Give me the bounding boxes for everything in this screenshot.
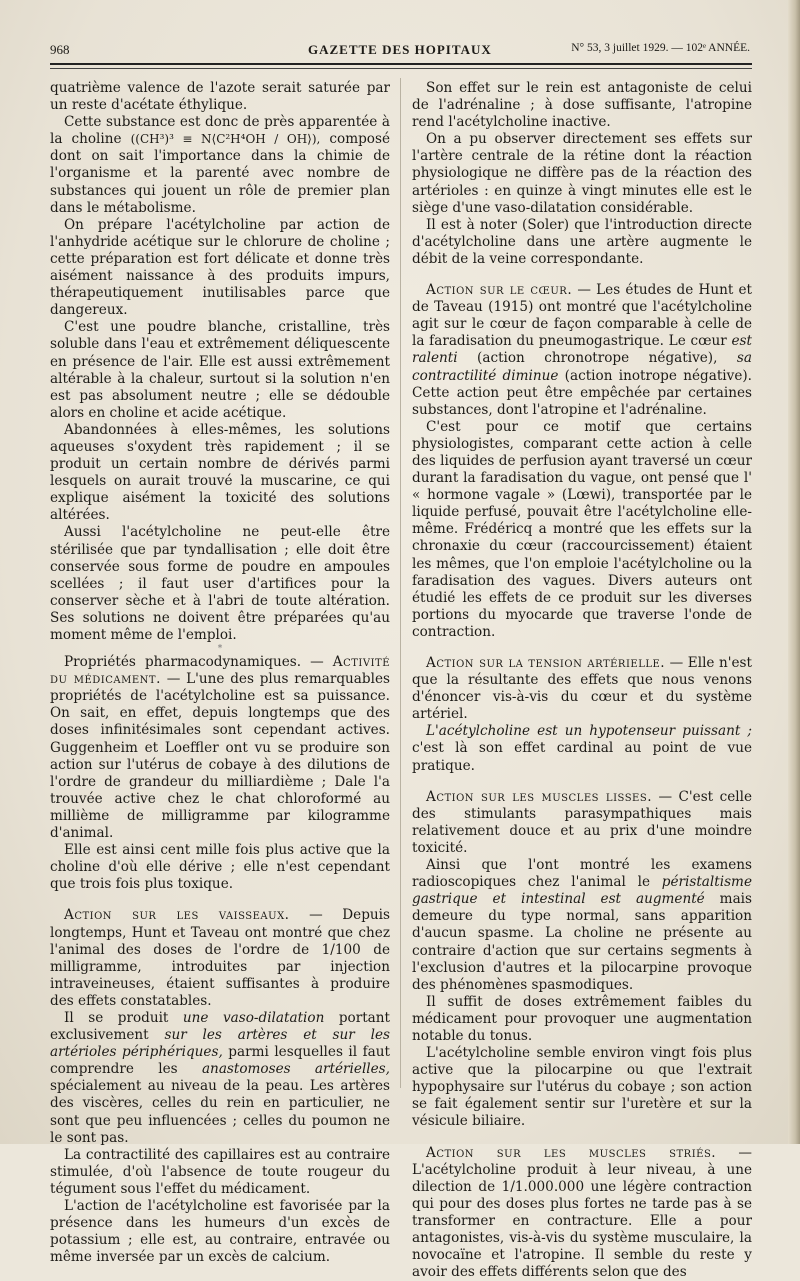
paragraph-text: — C'est celle des stimulants parasympathiques mais relativement douce et au prix d'une moindre toxicité. [412, 788, 753, 856]
left-column [50, 80, 390, 1266]
paragraph-text: Cette substance est donc de près apparentée à la choline [50, 114, 390, 148]
section-title: Propriétés pharmacodynamiques. — [64, 654, 333, 671]
right-column [412, 80, 752, 1281]
paragraph-text: — Elle n'est que la résultante des effets que nous venons d'énoncer vis-à-vis du cœur et du système artériel. [412, 655, 752, 723]
paragraph [412, 655, 752, 723]
paragraph: quatrième valence de l'azote serait saturée par un reste d'acétate éthylique. [50, 80, 390, 114]
paragraph [50, 1010, 390, 1147]
issue-info: N° 53, 3 juillet 1929. — 102ᵉ ANNÉE. [571, 42, 750, 54]
paragraph-text: spécialement au niveau de la peau. Les artères des viscères, celles du rein en particulier, ne sont que peu influencées ; celles du poumon ne le sont pas. [50, 1078, 390, 1146]
emphasis-text: sur les artères et sur les artérioles périphériques, [50, 1027, 390, 1061]
emphasis-text: anastomoses artérielles, [201, 1061, 390, 1078]
paragraph-text: c'est là son effet cardinal au point de vue pratique. [412, 740, 752, 774]
paragraph: On a pu observer directement ses effets sur l'artère centrale de la rétine dont la réaction physiologique ne diffère pas de la réaction des artérioles : en quinze à vingt minutes elle est le siège d'une vaso-dilatation considérable. [412, 131, 752, 216]
paragraph-text: — Les études de Hunt et de Taveau (1915) ont montré que l'acétylcholine agit sur le cœur de façon comparable à celle de la faradisation du pneumogastrique. Le cœur [412, 282, 752, 350]
paragraph-text: portant exclusivement [50, 1009, 390, 1044]
paragraph-text: mais demeure du type normal, sans apparition d'aucun spasme. La choline ne présente au contraire d'action que sur certains segments à l'exclusion d'autres et la pilocarpine provoque des phénomènes spasmodiques. [412, 891, 752, 993]
paragraph-text: composé dont on sait l'importance dans la chimie de l'organisme et la parenté avec nombre de substances qui jouent un rôle de premier plan dans le métabolisme. [50, 131, 390, 216]
paragraph-text: Il se produit [64, 1009, 183, 1026]
emphasis-text: L'acétylcholine est un hypotenseur puissant ; [426, 723, 752, 740]
emphasis-text: sa contractilité diminue [412, 350, 752, 384]
emphasis-text: est ralenti [412, 333, 752, 367]
paragraph [412, 789, 752, 857]
section-separator: * [217, 644, 223, 655]
paragraph [50, 654, 390, 842]
paragraph: On prépare l'acétylcholine par action de l'anhydride acétique sur le chlorure de choline ; cette préparation est fort délicate et donne très aisément naissance à des produits impurs, thérapeutiquement inutilisables parce que dangereux. [50, 216, 390, 319]
paragraph: L'acétylcholine semble environ vingt fois plus active que la pilocarpine ou que l'extrait hypophysaire sur l'utérus du cobaye ; son action se fait également sentir sur l'uretère et sur la vésicule biliaire. [412, 1045, 752, 1130]
section-heading: Action sur les vaisseaux. [64, 907, 290, 924]
page-number: 968 [50, 42, 70, 57]
section-heading: Action sur les muscles lisses. [426, 788, 653, 805]
paragraph: L'action de l'acétylcholine est favorisée par la présence dans les humeurs d'un excès de potassium ; elle est, au contraire, entravée ou même inversée par un excès de calcium. [50, 1198, 390, 1266]
paragraph-text: — L'une des plus remarquables propriétés de l'acétylcholine est sa puissance. On sait, en effet, depuis longtemps que des doses infinitésimales sont cependant actives. Guggenheim et Loeffler ont vu se produire son action sur l'utérus de cobaye à des dilutions de l'ordre de grandeur du milliardième ; Dale l'a trouvée active chez le chat chloroformé au millième de milligramme par kilogramme d'animal. [50, 671, 390, 842]
section-heading: Action sur les muscles striés. [426, 1144, 717, 1161]
column-divider [400, 78, 401, 1088]
paragraph [50, 907, 390, 1010]
section-subtitle: Activité du médicament. [50, 654, 390, 688]
paragraph: Il est à noter (Soler) que l'introduction directe d'acétylcholine dans une artère augmente le débit de la veine correspondante. [412, 216, 752, 267]
paragraph-text: Ainsi que l'ont montré les examens radioscopiques chez l'animal le [412, 857, 752, 891]
paragraph [50, 114, 390, 217]
emphasis-text: péristaltisme gastrique et intestinal est augmenté [412, 874, 752, 908]
paragraph: C'est une poudre blanche, cristalline, très soluble dans l'eau et extrêmement déliquescente en présence de l'air. Elle est aussi extrêmement altérable à la chaleur, surtout si la solution n'en est pas absolument neutre ; elle se dédouble alors en choline et acide acétique. [50, 319, 390, 421]
paragraph: Il suffit de doses extrêmement faibles du médicament pour provoquer une augmentation notable du tonus. [412, 993, 752, 1044]
paragraph-text: — L'acétylcholine produit à leur niveau, à une dilection de 1/1.000.000 une légère contraction qui pour des doses plus fortes ne tarde pas à se transformer en contracture. Elle a pour antagonistes, vis-à-vis du système musculaire, la novocaïne et l'atropine. Il semble du reste y avoir des effets différents selon que des [412, 1144, 752, 1281]
paragraph: Aussi l'acétylcholine ne peut-elle être stérilisée que par tyndallisation ; elle doit être conservée sous forme de poudre en ampoules scellées ; il faut user d'artifices pour la conserver sèche et à l'abri de toute altération. Ses solutions ne doivent être préparées qu'au moment même de l'emploi. [50, 524, 390, 643]
paragraph-text: (action inotrope négative). Cette action peut être empêchée par certaines substances, dont l'atropine et l'adrénaline. [412, 367, 752, 418]
paragraph [412, 857, 752, 994]
paragraph-text: parmi lesquelles il faut comprendre les [50, 1044, 390, 1078]
page-edge [788, 0, 800, 1144]
chemical-formula: ((CH³)³ ≡ N⟨C²H⁴OH / OH⟩), [130, 132, 321, 147]
paragraph: Abandonnées à elles-mêmes, les solutions aqueuses s'oxydent très rapidement ; il se produit un certain nombre de dérivés parmi lesquels on aurait trouvé la muscarine, ce qui explique aisément la toxicité des solutions altérées. [50, 421, 390, 524]
section-heading: Action sur la tension artérielle. [426, 655, 666, 671]
section-heading: Action sur le cœur. [426, 282, 573, 299]
paragraph-text: (action chronotrope négative), [457, 350, 737, 367]
paragraph-text: — Depuis longtemps, Hunt et Taveau ont montré que chez l'animal des doses de l'ordre de 1/100 de milligramme, introduites par injection intraveineuses, étaient suffisantes à produire des effets constatables. [50, 907, 390, 1009]
paragraph: Elle est ainsi cent mille fois plus active que la choline d'où elle dérive ; elle n'est cependant que trois fois plus toxique. [50, 842, 390, 893]
paragraph: C'est pour ce motif que certains physiologistes, comparant cette action à celle des liquides de perfusion ayant traversé un cœur durant la faradisation du vague, ont pensé que l' « hormone vagale » (Lœwi), transportée par le liquide perfusé, pouvait être l'acétylcholine elle-même. Frédéricq a montré que les effets sur la chronaxie du cœur (raccourcissement) étaient les mêmes, que l'on emploie l'acétylcholine ou la faradisation des vagues. Divers auteurs ont étudié les effets de ce produit sur les diverses portions du myocarde que traverse l'onde de contraction. [412, 418, 752, 640]
journal-title: GAZETTE DES HOPITAUX [308, 42, 492, 57]
paragraph [412, 1145, 752, 1281]
emphasis-text: une vaso-dilatation [182, 1009, 325, 1026]
header-rule-thin [50, 68, 752, 69]
paragraph: La contractilité des capillaires est au contraire stimulée, d'où l'absence de toute rougeur du tégument sous l'effet du médicament. [50, 1146, 390, 1197]
paragraph [412, 282, 752, 419]
paragraph [412, 723, 752, 774]
paragraph: Son effet sur le rein est antagoniste de celui de l'adrénaline ; à dose suffisante, l'atropine rend l'acétylcholine inactive. [412, 80, 752, 131]
header-rule [50, 63, 752, 65]
page-header [50, 42, 750, 60]
